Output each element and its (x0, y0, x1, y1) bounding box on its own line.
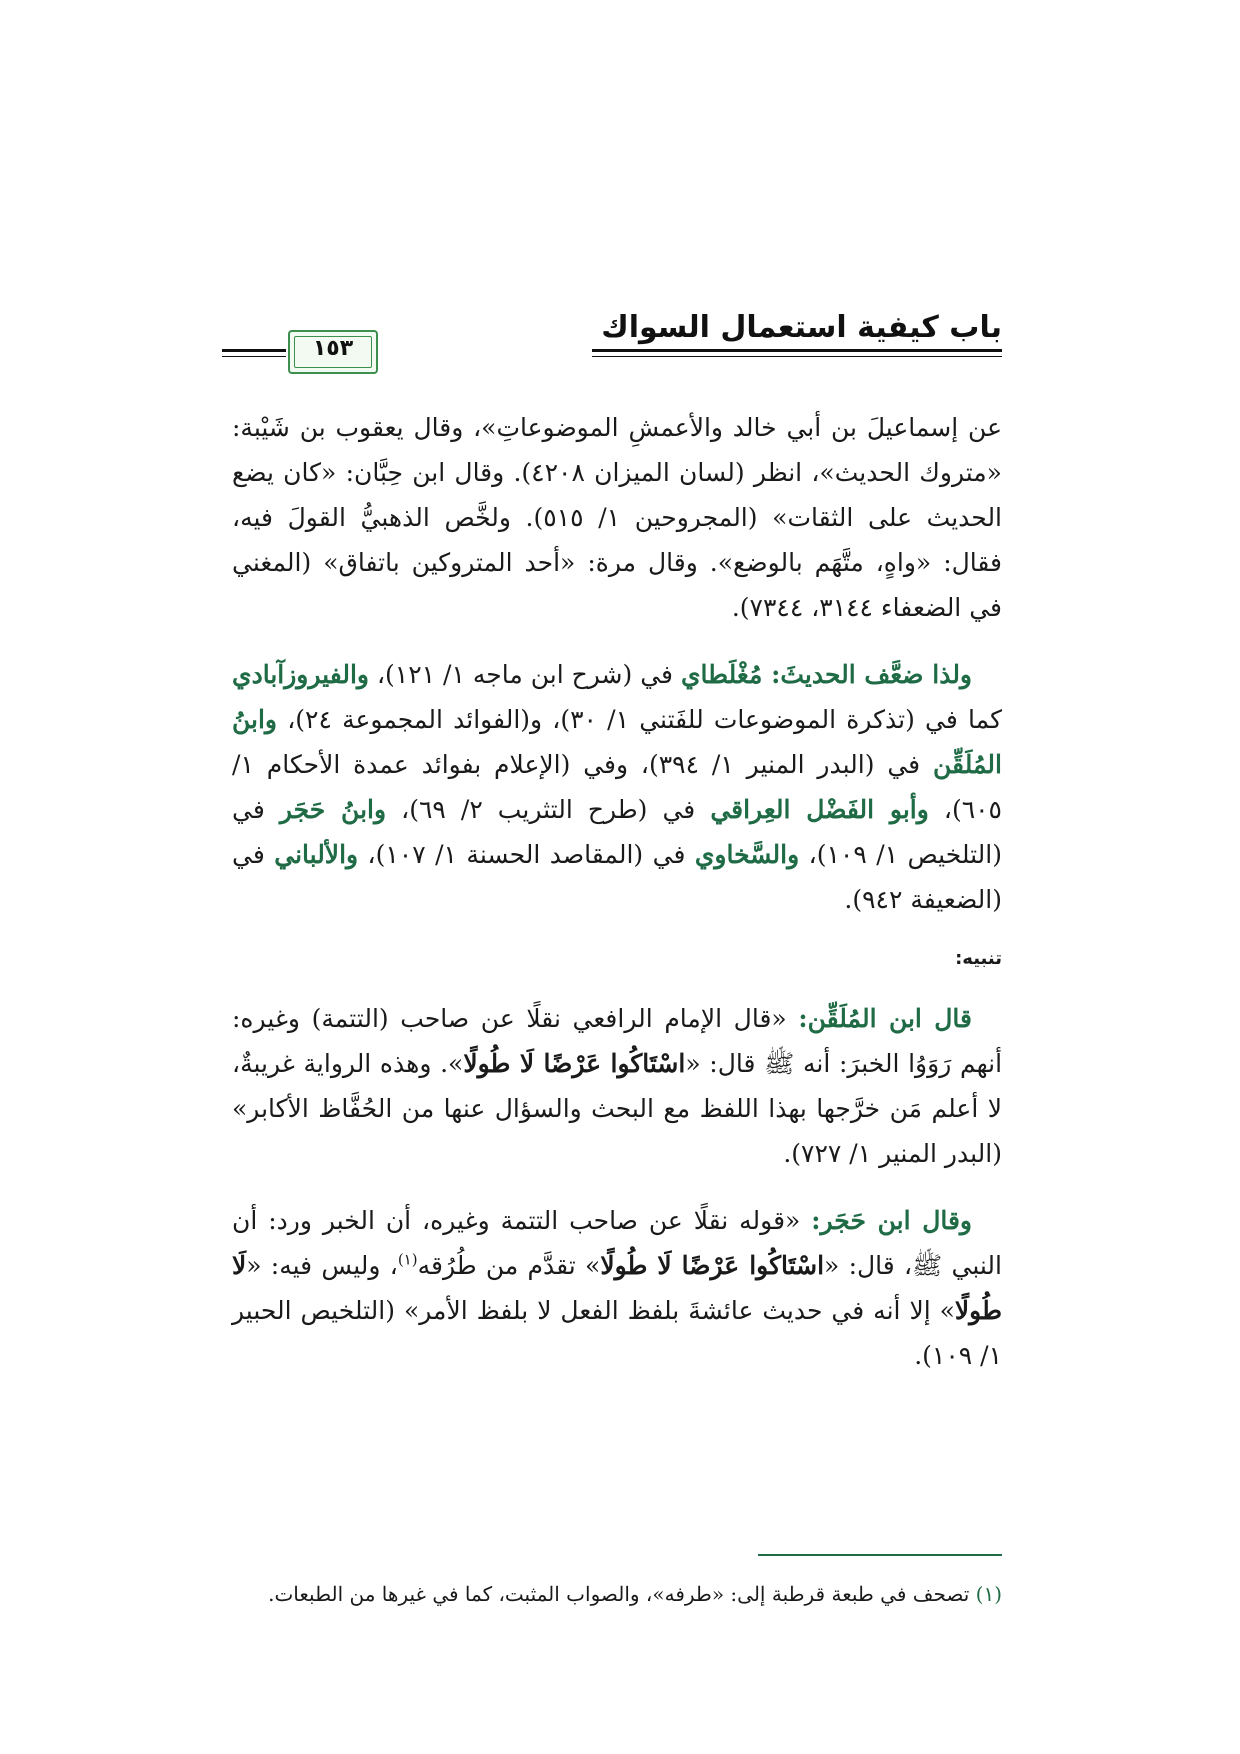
footnote-text: تصحف في طبعة قرطبة إلى: «طرفه»، والصواب المثبت، كما في غيرها من الطبعات. (268, 1582, 976, 1606)
header-rule-right-thin (592, 356, 1002, 357)
footnote-divider (758, 1554, 1002, 1556)
reference-text: في (التلخيص ١/ ١٠٩)، (232, 795, 1002, 869)
hadith-text: لَا طُولًا (232, 1251, 1002, 1325)
reference-text: في (البدر المنير ١/ ٣٩٤)، وفي (الإعلام بفوائد عمدة الأحكام ١/ ٦٠٥)، (232, 750, 1002, 824)
quote-text: «قوله نقلًا عن صاحب التتمة وغيره، أن الخبر ورد: أن النبي ﷺ، قال: « (232, 1206, 1002, 1280)
scholar-name: قال ابن المُلَقِّن: (798, 1004, 973, 1033)
footnote (232, 1574, 1002, 1614)
reference-text: في (الضعيفة ٩٤٢). (232, 840, 1002, 914)
scholar-name: وابنُ حَجَر (279, 795, 387, 824)
reference-text: في (المقاصد الحسنة ١/ ١٠٧)، (358, 840, 695, 869)
quote-text: «قال الإمام الرافعي نقلًا عن صاحب (التتمة) وغيره: أنهم رَوَوُا الخبرَ: أنه ﷺ قال: « (232, 1004, 1003, 1078)
paragraph-1: عن إسماعيلَ بن أبي خالد والأعمشِ الموضوعاتِ»، وقال يعقوب بن شَيْبة: «متروك الحديث»، انظر (لسان الميزان ٤٢٠٨). وقال ابن حِبَّان: «كان يضع الحديث على الثقات» (المجروحين ١/ ٥١٥). ولخَّص الذهبيُّ القولَ فيه، فقال: «واهٍ، متَّهَم بالوضع». وقال مرة: «أحد المتروكين باتفاق» (المغني في الضعفاء ٣١٤٤، ٧٣٤٤). (232, 413, 1003, 622)
scholar-name: ولذا ضعَّف الحديثَ: مُغْلَطاي (680, 660, 973, 689)
page-number: ١٥٣ (312, 336, 354, 361)
reference-text: في (طرح التثريب ٢/ ٦٩)، (386, 795, 711, 824)
scholar-name: وابنُ المُلَقِّن (232, 705, 1002, 779)
main-text (232, 405, 1002, 1400)
page-header (222, 300, 1002, 378)
quote-text: ». وهذه الرواية غريبةٌ، لا أعلم مَن خرَّجها بهذا اللفظ مع البحث والسؤال عنها من الحُفَّاظ الأكابر» (البدر المنير ١/ ٧٢٧). (232, 1049, 1002, 1168)
header-rule-left-thick (222, 349, 286, 352)
running-title: باب كيفية استعمال السواك (601, 310, 1002, 345)
header-rule-right-thick (592, 349, 1002, 352)
quote-text: » إلا أنه في حديث عائشةَ بلفظ الفعل لا بلفظ الأمر» (التلخيص الحبير ١/ ١٠٩). (232, 1296, 1002, 1370)
quote-text: ، وليس فيه: « (246, 1251, 398, 1280)
scholar-name: والفيروزآبادي (232, 660, 369, 689)
scholar-name: وأبو الفَضْل العِراقي (710, 795, 929, 824)
header-rule-left-thin (222, 356, 286, 357)
paragraph-2 (232, 652, 1002, 922)
scholar-name: وقال ابن حَجَر: (811, 1206, 973, 1235)
hadith-text: اسْتَاكُوا عَرْضًا لَا طُولًا (463, 1049, 686, 1078)
reference-text: كما في (تذكرة الموضوعات للفَتني ١/ ٣٠)، و(الفوائد المجموعة ٢٤)، (277, 705, 1002, 734)
scholar-name: والألباني (274, 840, 359, 869)
reference-text: في (شرح ابن ماجه ١/ ١٢١)، (369, 660, 681, 689)
page-number-frame (288, 330, 378, 374)
hadith-text: اسْتَاكُوا عَرْضًا لَا طُولًا (600, 1251, 825, 1280)
paragraph-4 (232, 1198, 1002, 1378)
paragraph-3 (232, 996, 1002, 1176)
quote-text: » تقدَّم من طُرُقه (417, 1251, 601, 1280)
scholar-name: والسَّخاوي (694, 840, 800, 869)
footnote-mark: (١) (975, 1582, 1002, 1606)
note-heading: تنبيه: (955, 948, 1002, 969)
footnote-ref[interactable]: (١) (397, 1250, 418, 1269)
